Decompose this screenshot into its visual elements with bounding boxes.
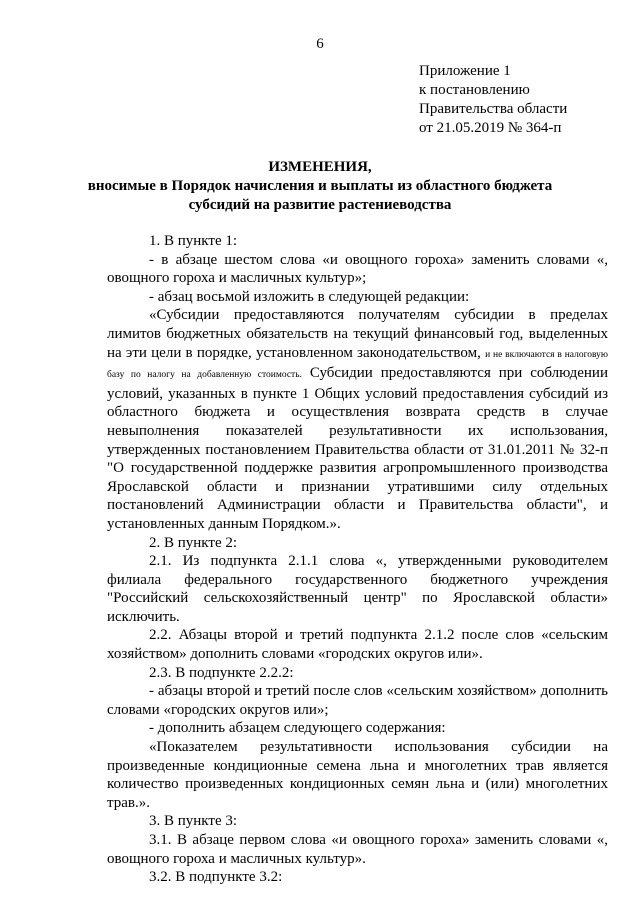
- appendix-header: [419, 62, 567, 138]
- title-line: вносимые в Порядок начисления и выплаты из областного бюджета: [87, 178, 553, 194]
- paragraph: 2.2. Абзацы второй и третий подпункта 2.1.2 после слов «сельским хозяйством» дополнить словами «городских округов или».: [107, 627, 608, 663]
- paragraph: «Показателем результативности использования субсидии на произведенные кондиционные семена льна и многолетних трав является количество произведенных кондиционных семян льна и (или) многолетних трав.».: [107, 739, 608, 811]
- paragraph-small-text: и не включаются в налоговую базу по налогу на добавленную стоимость.: [107, 349, 608, 381]
- page-number: 6: [316, 36, 324, 52]
- paragraph: 2. В пункте 2:: [149, 534, 238, 551]
- title-line: ИЗМЕНЕНИЯ,: [268, 159, 372, 175]
- paragraph: [107, 306, 608, 533]
- paragraph: 2.3. В подпункте 2.2.2:: [149, 664, 294, 681]
- paragraph: 2.1. Из подпункта 2.1.1 слова «, утвержденными руководителем филиала федерального государственного бюджетного учреждения "Российский сельскохозяйственный центр" по Ярославской области» исключить.: [107, 553, 608, 625]
- appendix-line: к постановлению: [419, 82, 530, 98]
- appendix-line: Приложение 1: [419, 63, 511, 79]
- appendix-line: Правительства области: [419, 101, 568, 117]
- paragraph: - абзац восьмой изложить в следующей редакции:: [149, 288, 470, 305]
- paragraph: 3.2. В подпункте 3.2:: [149, 869, 283, 886]
- paragraph: - абзацы второй и третий после слов «сельским хозяйством» дополнить словами «городских округов или»;: [107, 683, 608, 718]
- paragraph: 1. В пункте 1:: [149, 233, 238, 249]
- paragraph: 3.1. В абзаце первом слова «и овощного гороха» заменить словами «, овощного гороха и масличных культур».: [107, 832, 608, 867]
- title-line: субсидий на развитие растениеводства: [188, 197, 452, 213]
- appendix-line: от 21.05.2019 № 364-п: [419, 120, 562, 136]
- paragraph-text: Субсидии предоставляются при соблюдении условий, указанных в пункте 1 Общих условий предоставления субсидий из областного бюджета и осуществления возврата средств в случае невыполнения показателей результативности их использования, утвержденных постановлением Правительства области от 31.01.2011 № 32-п "О государственной поддержке развития агропромышленного производства Ярославской области и признании утратившими силу отдельных постановлений Администрации области и Правительства области", и установленных данным Порядком.».: [107, 365, 608, 532]
- paragraph: 3. В пункте 3:: [149, 813, 238, 830]
- paragraph: - в абзаце шестом слова «и овощного гороха» заменить словами «, овощного гороха и масличных культур»;: [107, 251, 608, 287]
- paragraph: - дополнить абзацем следующего содержания:: [149, 720, 446, 737]
- document-title: [0, 158, 640, 215]
- document-body: [107, 232, 608, 887]
- paragraph-text: «Субсидии предоставляются получателям субсидии в пределах лимитов бюджетных обязательств на текущий финансовый год, выделенных на эти цели в порядке, установленном законодательством,: [107, 307, 608, 361]
